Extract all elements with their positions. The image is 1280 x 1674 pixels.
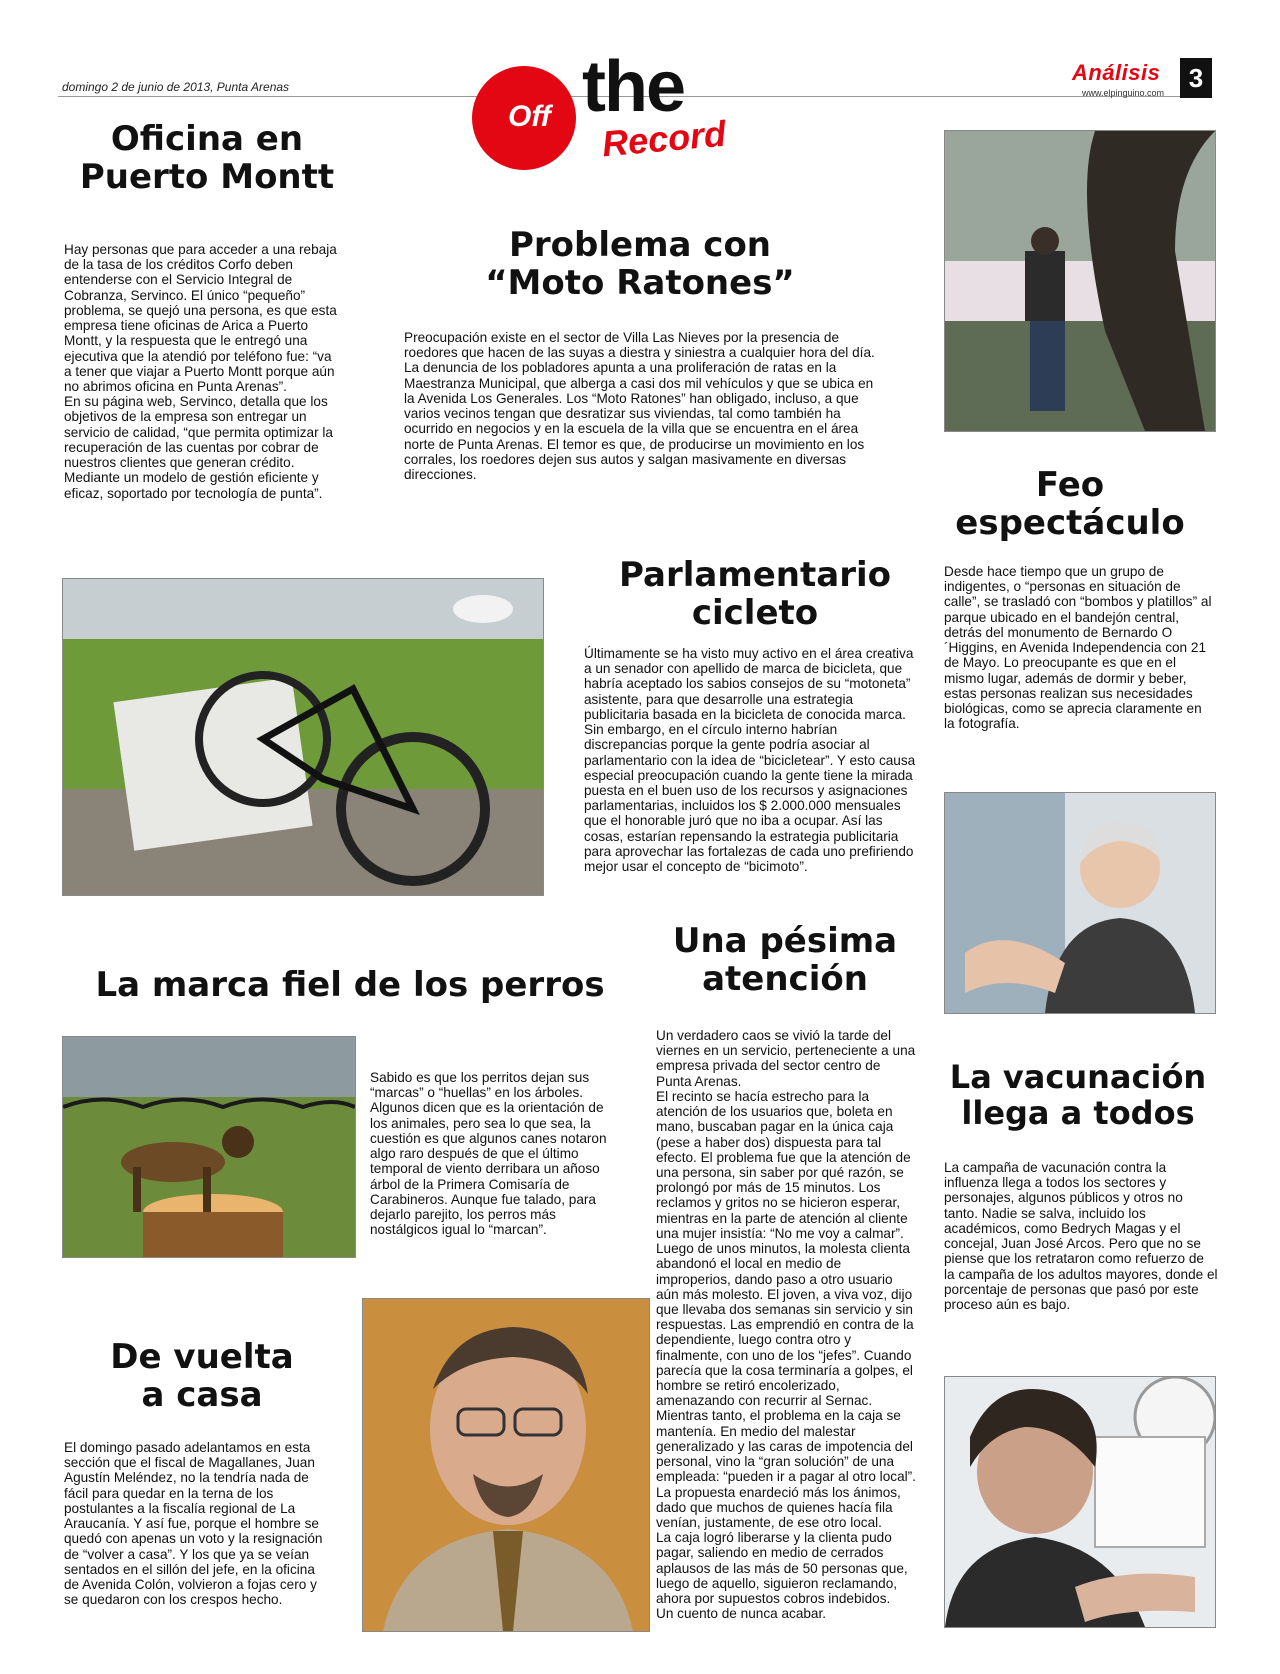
headline-oficina: Oficina en Puerto Montt — [79, 119, 335, 198]
page-number: 3 — [1180, 58, 1212, 98]
headline-pesima-atencion: Una pésima atención — [672, 921, 898, 1000]
older-man-vaccine-photo — [944, 792, 1216, 1014]
bearded-man-vaccine-photo — [944, 1376, 1216, 1628]
bicycle-trash-photo — [62, 578, 544, 896]
brand-name: Análisis — [1072, 60, 1161, 85]
article-perros-body: Sabido es que los perritos dejan sus “marcas” o “huellas” en los árboles. Algunos dicen que es la orientación de los animales, pero sea lo que sea, la cuestión es que algunos canes notaron algo raro después de que el último temporal de viento derribara un añoso árbol de la Primera Comisaría de Carabineros. Aunque fue talado, para dejarlo parejito, los perros más nostálgicos igual lo “marcan”. — [370, 1070, 607, 1238]
off-the-record-logo — [472, 47, 812, 176]
headline-de-vuelta: De vuelta a casa — [110, 1337, 294, 1416]
article-parlamentario-body: Últimamente se ha visto muy activo en el área creativa a un senador con apellido de marca de bicicleta, que habría aceptado los sabios consejos de su “motoneta” asistente, para que desarrolle una estrategia publicitaria basada en la bicicleta de conocida marca. Sin embargo, en el círculo interno habrían discrepancias porque la gente podría asociar al parlamentario con la idea de “bicicletear”. Y esto causa especial preocupación cuando la gente tiene la mirada puesta en el buen uso de los recursos y asignaciones parlamentarias, incluidos los $ 2.000.000 mensuales que el honorable juró que no iba a ocupar. Así las cosas, estarían repensando la estrategia publicitaria para aprovechar las fortalezas de cada uno prefiriendo mejor usar el concepto de “bicimoto”. — [584, 646, 916, 875]
logo-record: Record — [600, 112, 728, 165]
headline-feo-espectaculo: Feo espectáculo — [955, 465, 1185, 544]
headline-parlamentario: Parlamentario cicleto — [619, 555, 891, 634]
logo-off: Off — [508, 100, 551, 133]
dog-tree-stump-photo — [62, 1036, 356, 1258]
headline-perros: La marca fiel de los perros — [95, 965, 605, 1005]
headline-moto-ratones: Problema con “Moto Ratones” — [485, 225, 795, 304]
article-moto-body: Preocupación existe en el sector de Villa Las Nieves por la presencia de roedores que hacen de las suyas a diestra y siniestra a cualquier hora del día. La denuncia de los pobladores apunta a una proliferación de ratas en la Maestranza Municipal, que alberga a casi dos mil vehículos y que se ubica en la Avenida Los Generales. Los “Moto Ratones” han obligado, incluso, a que varios vecinos tengan que desratizar sus viviendas, tal como también ha ocurrido en negocios y en la escuela de la villa que se encuentra en el área norte de Punta Arenas. El temor es que, de producirse un movimiento en los corrales, los roedores dejen sus autos y salgan masivamente en diversas direcciones. — [404, 330, 875, 482]
headline-vacunacion: La vacunación llega a todos — [949, 1058, 1207, 1132]
man-under-tree-photo — [944, 130, 1216, 432]
article-feo-body: Desde hace tiempo que un grupo de indigentes, o “personas en situación de calle”, se trasladó con “bombos y platillos” al parque ubicado en el bandejón central, detrás del monumento de Bernardo O´Higgins, en Avenida Independencia con 21 de Mayo. Lo preocupante es que en el mismo lugar, además de dormir y beber, estas personas realizan sus necesidades biológicas, como se aprecia claramente en la fotografía. — [944, 564, 1212, 732]
brand-url: www.elpinguino.com — [1082, 88, 1165, 98]
logo-the: the — [582, 47, 684, 127]
article-oficina-body: Hay personas que para acceder a una rebaja de la tasa de los créditos Corfo deben entenderse con el Servicio Integral de Cobranza, Servinco. El único “pequeño” problema, se quejó una persona, es que esta empresa tiene oficinas de Arica a Puerto Montt, y la respuesta que le entregó una ejecutiva que la atendió por teléfono fue: “va a tener que viajar a Puerto Montt porque aún no abrimos oficina en Punta Arenas”. En su página web, Servinco, detalla que los objetivos de la empresa son entregar un servicio de calidad, “que permita optimizar la recuperación de las cuentas por cobrar de nuestros clientes que generan crédito. Mediante un modelo de gestión eficiente y eficaz, soportado por tecnología de punta”. — [64, 242, 337, 501]
prosecutor-portrait-photo — [362, 1298, 650, 1632]
article-vacunacion-body: La campaña de vacunación contra la influenza llega a todos los sectores y personajes, algunos públicos y otros no tanto. Nadie se salva, incluido los académicos, como Bedrych Magas y el concejal, Juan José Arcos. Pero que no se piense que los retrataron como refuerzo de la campaña de los adultos mayores, donde el porcentaje de personas que pasó por este proceso aún es bajo. — [944, 1160, 1218, 1312]
dateline: domingo 2 de junio de 2013, Punta Arenas — [62, 80, 290, 94]
article-pesima-body: Un verdadero caos se vivió la tarde del viernes en un servicio, perteneciente a una empresa privada del sector centro de Punta Arenas. El recinto se hacía estrecho para la atención de los usuarios que, boleta en mano, buscaban pagar en la única caja (pese a haber dos) dispuesta para tal efecto. El problema fue que la atención de una persona, sin saber por qué razón, se prolongó por más de 15 minutos. Los reclamos y gritos no se hicieron esperar, mientras en la parte de atención al cliente una mujer insistía: “No me voy a calmar”. Luego de unos minutos, la molesta clienta abandonó el local en medio de improperios, dando paso a otro usuario aún más molesto. El joven, a viva voz, dijo que llevaba dos semanas sin servicio y sin respuestas. Las emprendió en contra de la dependiente, luego contra otro y finalmente, con uno de los “jefes”. Cuando parecía que la cosa terminaría a golpes, el hombre se retiró encolerizado, amenazando con recurrir al Sernac. Mientras tanto, el problema en la caja se mantenía. En medio del malestar generalizado y las caras de impotencia del personal, vino la “gran solución” de una empleada: “pueden ir a pagar al otro local”. La propuesta enardeció más los ánimos, dado que muchos de quienes hacía fila venían, justamente, de ese otro local. La caja logró liberarse y la clienta pudo pagar, saliendo en medio de cerrados aplausos de las más de 50 personas que, luego de aquello, siguieron reclamando, ahora por supuestos cobros indebidos. Un cuento de nunca acabar. — [656, 1028, 916, 1622]
article-vuelta-body: El domingo pasado adelantamos en esta sección que el fiscal de Magallanes, Juan Agustín Meléndez, no la tendría nada de fácil para quedar en la terna de los postulantes a la fiscalía regional de La Araucanía. Y así fue, porque el hombre se quedó con apenas un voto y la resignación de “volver a casa”. Y los que ya se veían sentados en el sillón del jefe, en la oficina de Avenida Colón, volvieron a fojas cero y se quedaron con los crespos hecho. — [64, 1440, 323, 1608]
